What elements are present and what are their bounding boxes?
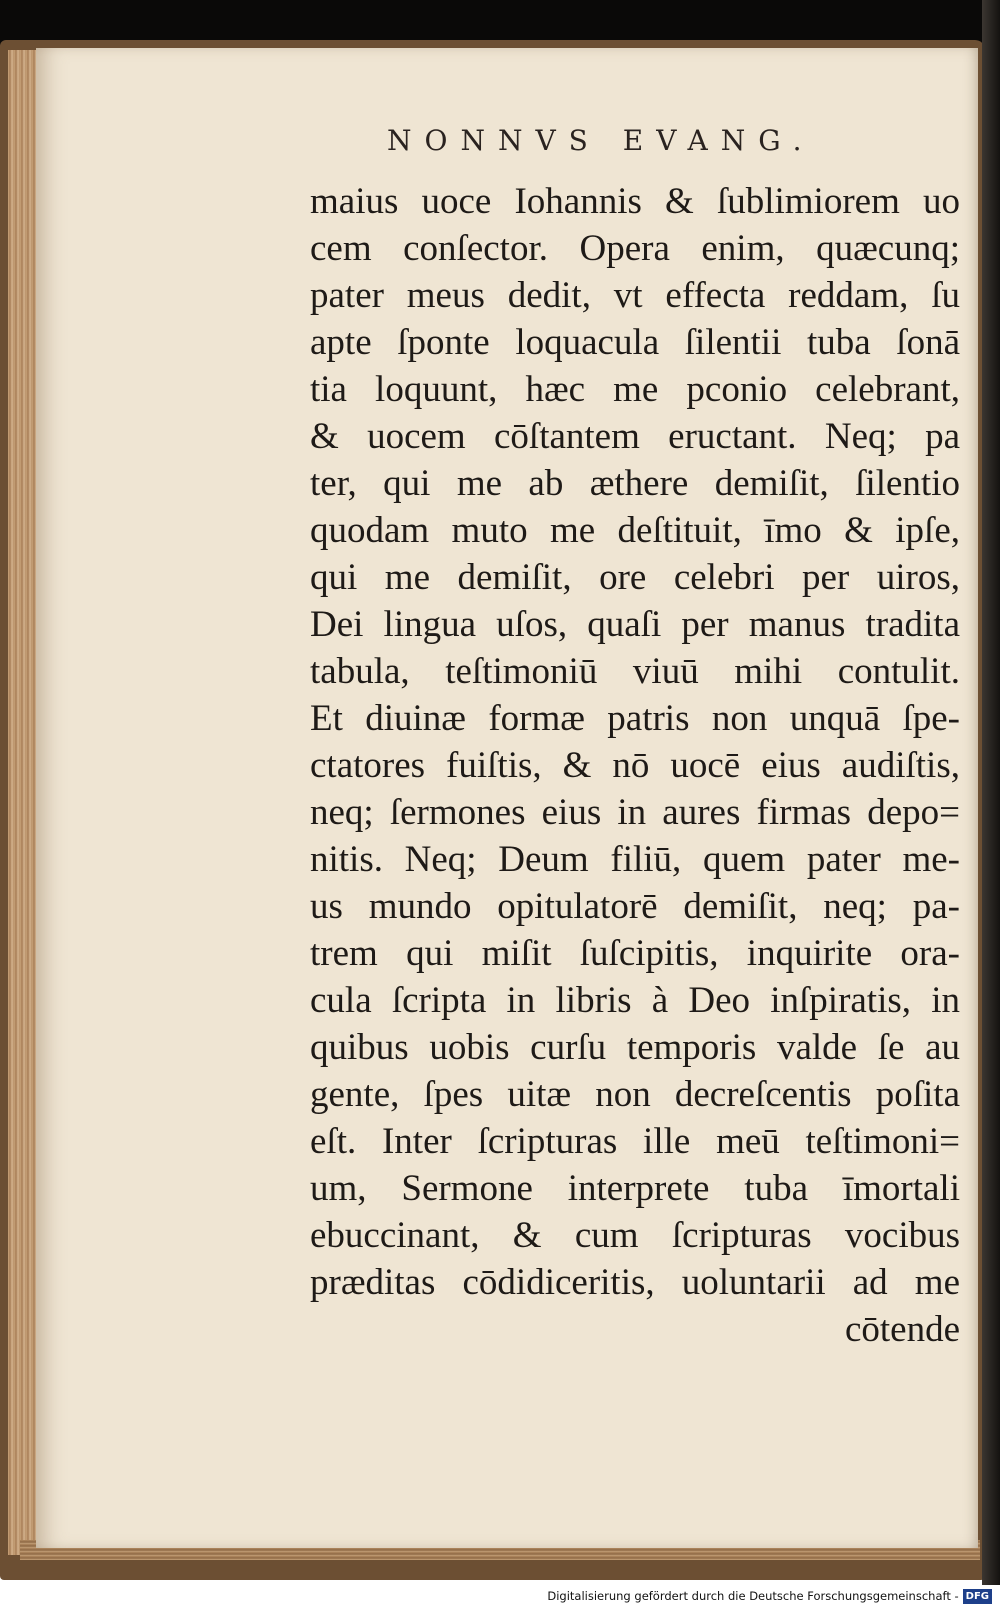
text-line: us mundo opitulatorē demiſit, neq; pa- <box>310 886 960 927</box>
text-line: cem conſector. Opera enim, quæcunq; <box>310 228 960 269</box>
digitization-credit <box>547 1587 992 1605</box>
credit-text: Digitalisierung gefördert durch die Deutsche Forschungsgemeinschaft - <box>547 1589 959 1603</box>
dfg-logo: DFG <box>963 1589 992 1604</box>
catchword: cōtende <box>844 1309 960 1350</box>
text-line: tabula, teſtimoniū viuū mihi contulit. <box>310 651 960 692</box>
text-line: eſt. Inter ſcripturas ille meū teſtimoni= <box>310 1121 960 1162</box>
text-line: Dei lingua uſos, quaſi per manus tradita <box>310 604 960 645</box>
text-line: apte ſponte loquacula ſilentii tuba ſonā <box>310 322 960 363</box>
text-line: præditas cōdidiceritis, uoluntarii ad me <box>310 1262 960 1303</box>
page-edges-left <box>8 50 38 1555</box>
text-line: ter, qui me ab æthere demiſit, ſilentio <box>310 463 960 504</box>
text-line: cula ſcripta in libris à Deo inſpiratis, in <box>310 980 960 1021</box>
text-line: qui me demiſit, ore celebri per uiros, <box>310 557 960 598</box>
text-line: tia loquunt, hæc me pconio celebrant, <box>310 369 960 410</box>
text-line: quodam muto me deſtituit, īmo & ipſe, <box>310 510 960 551</box>
text-line: maius uoce Iohannis & ſublimiorem uo <box>310 181 960 222</box>
text-line: & uocem cōſtantem eructant. Neq; pa <box>310 416 960 457</box>
text-line: ebuccinant, & cum ſcripturas vocibus <box>310 1215 960 1256</box>
text-line: trem qui miſit ſuſcipitis, inquirite ora- <box>310 933 960 974</box>
text-line: gente, ſpes uitæ non decreſcentis poſita <box>310 1074 960 1115</box>
text-line: ctatores fuiſtis, & nō uocē eius audiſtis, <box>310 745 960 786</box>
text-line: nitis. Neq; Deum filiū, quem pater me- <box>310 839 960 880</box>
text-line: pater meus dedit, vt effecta reddam, ſu <box>310 275 960 316</box>
scan-right-background <box>982 0 1000 1585</box>
text-line: neq; ſermones eius in aures firmas depo= <box>310 792 960 833</box>
running-head: NONNVS EVANG. <box>387 124 815 157</box>
text-line: quibus uobis curſu temporis valde ſe au <box>310 1027 960 1068</box>
body-text <box>310 178 960 1353</box>
text-line: Et diuinæ formæ patris non unquā ſpe- <box>310 698 960 739</box>
text-line: um, Sermone interprete tuba īmortali <box>310 1168 960 1209</box>
